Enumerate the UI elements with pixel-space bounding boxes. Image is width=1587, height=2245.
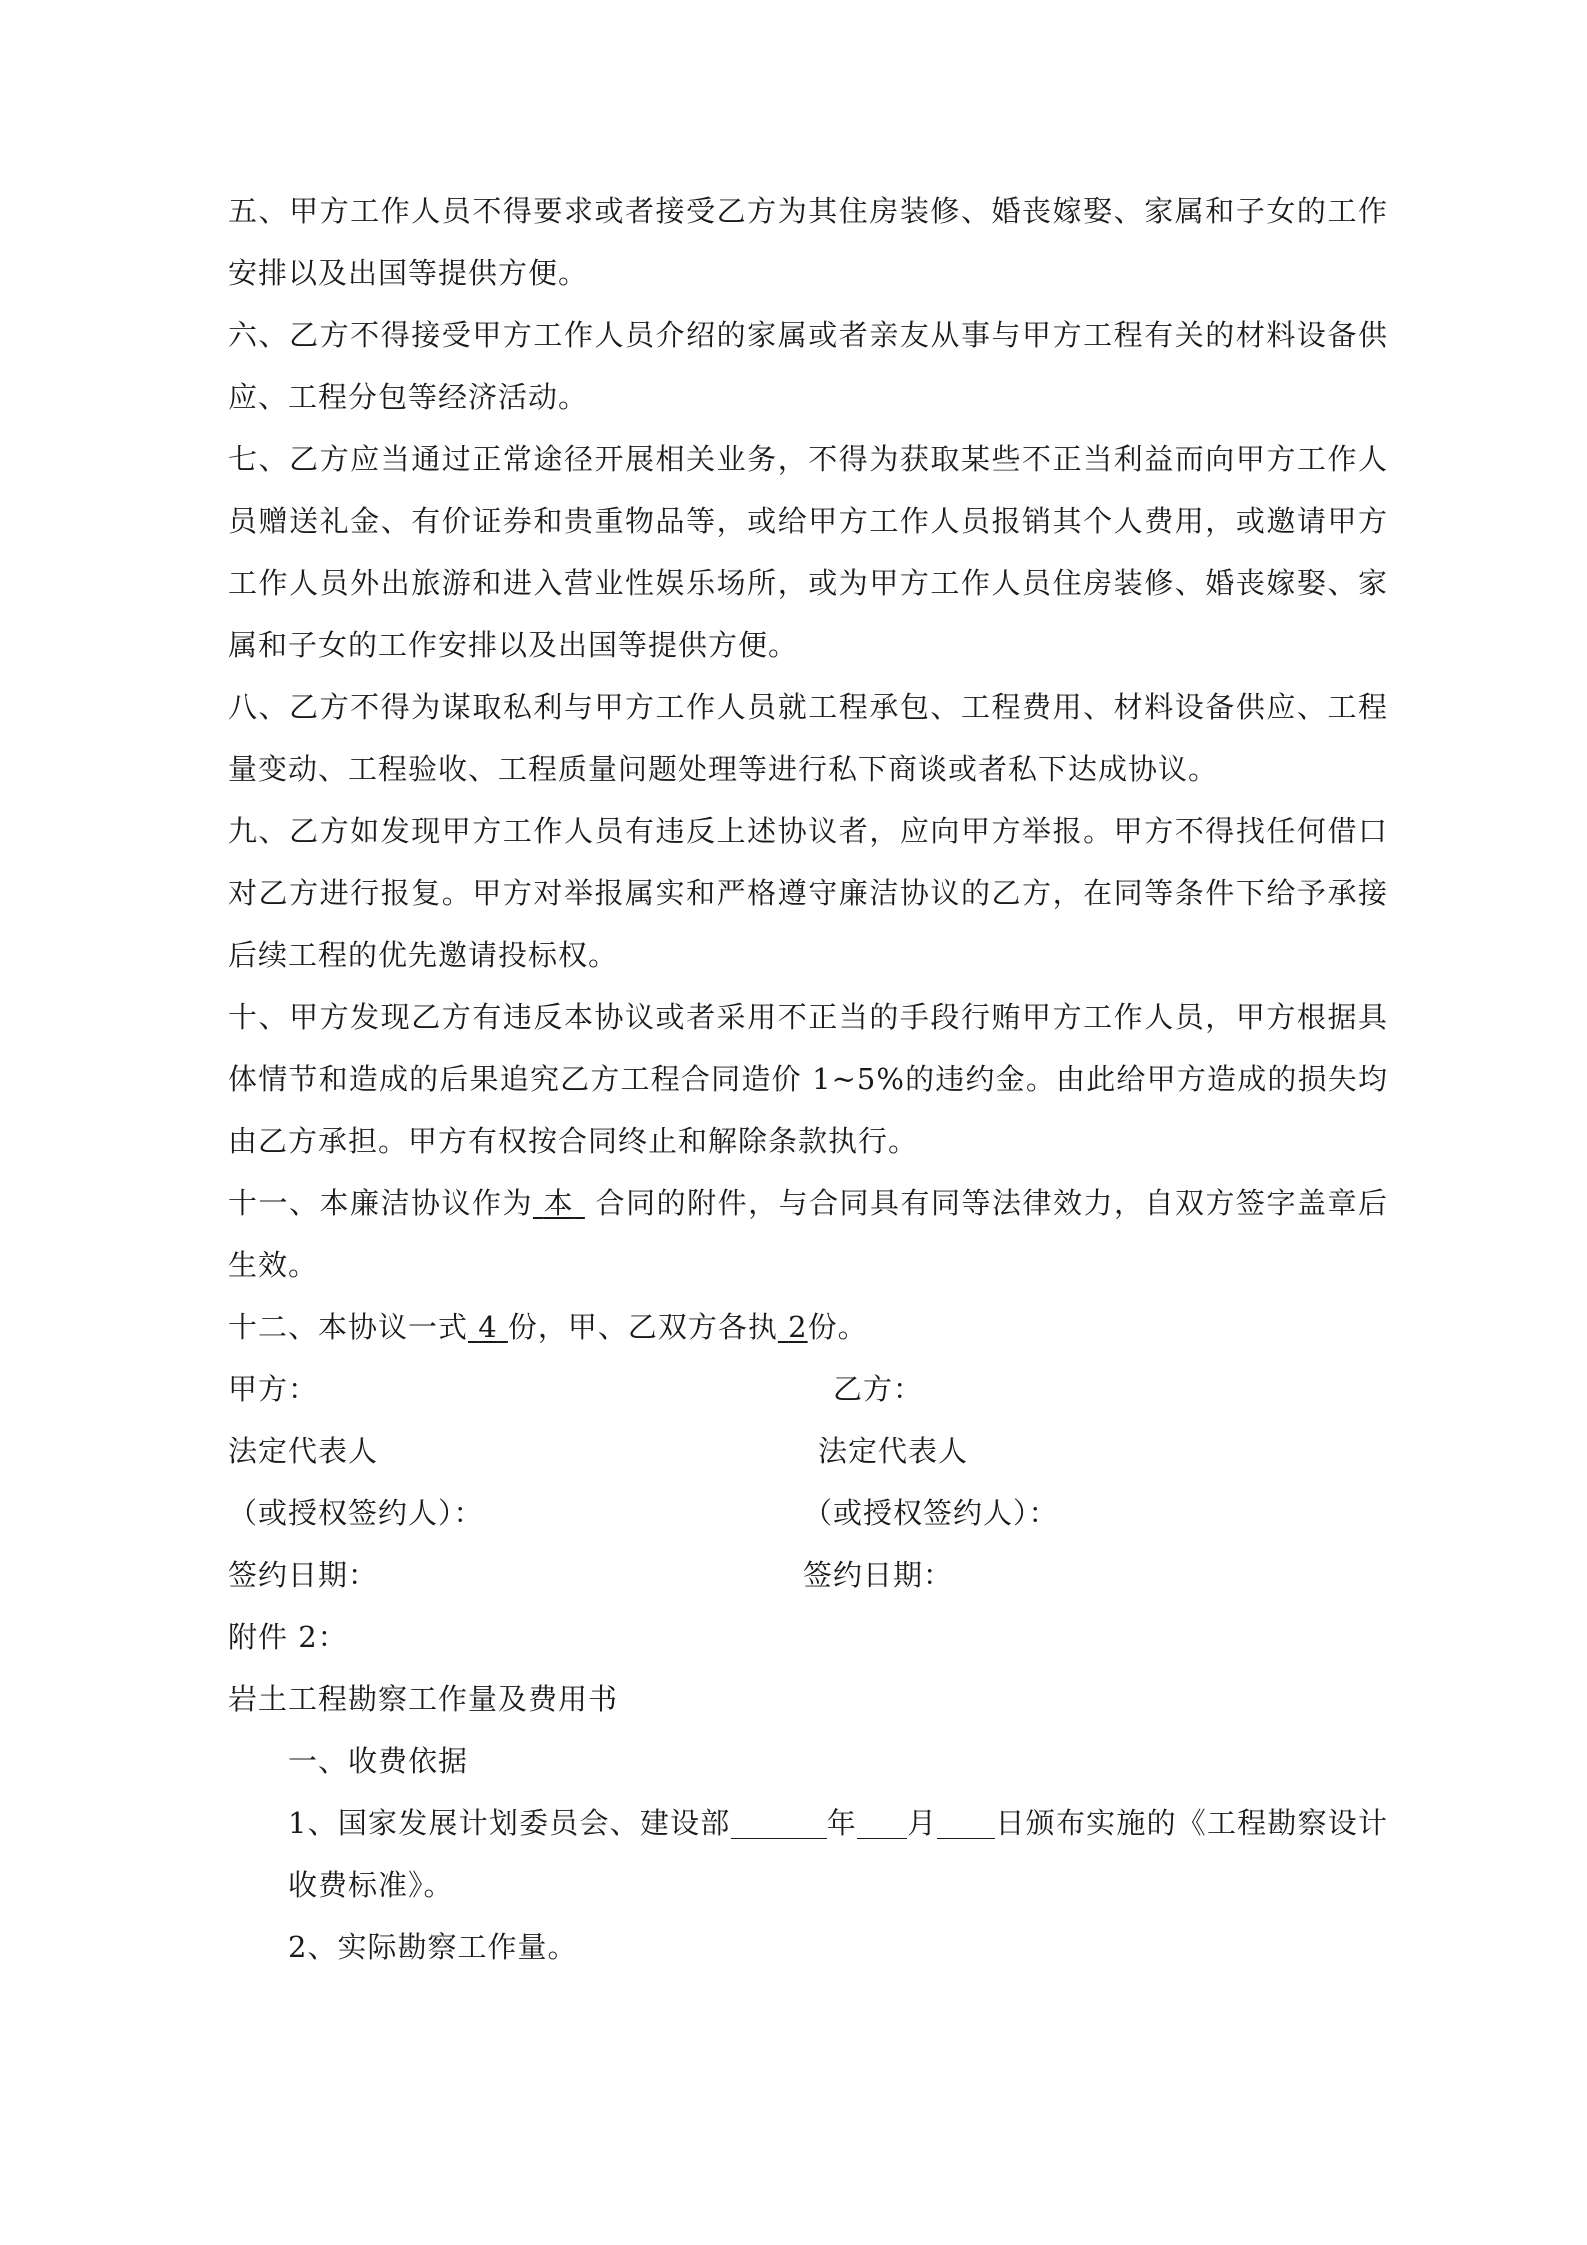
signature-rep-row bbox=[228, 1420, 1388, 1482]
day-blank bbox=[937, 1808, 995, 1839]
clause-12-copies-field: 4 bbox=[478, 1310, 498, 1344]
party-a-label: 甲方： bbox=[228, 1372, 319, 1406]
appendix-section-1: 一、收费依据 bbox=[288, 1744, 469, 1778]
year-blank bbox=[731, 1808, 827, 1839]
rep-a-label: 法定代表人 bbox=[228, 1434, 379, 1468]
clause-11-prefix: 十一、本廉洁协议作为 bbox=[228, 1186, 533, 1220]
clause-12-each-field: 2 bbox=[788, 1310, 808, 1344]
clause-10: 十、甲方发现乙方有违反本协议或者采用不正当的手段行贿甲方工作人员，甲方根据具体情节和造成的后果追究乙方工程合同造价 1~5%的违约金。由此给甲方造成的损失均由乙方承担。甲方有权按合同终止和解除条款执行。 bbox=[228, 1000, 1388, 1158]
clause-7: 七、乙方应当通过正常途径开展相关业务，不得为获取某些不正当利益而向甲方工作人员赠送礼金、有价证券和贵重物品等，或给甲方工作人员报销其个人费用，或邀请甲方工作人员外出旅游和进入营业性娱乐场所，或为甲方工作人员住房装修、婚丧嫁娶、家属和子女的工作安排以及出国等提供方便。 bbox=[228, 442, 1388, 662]
appendix-item-2: 2、实际勘察工作量。 bbox=[288, 1930, 578, 1964]
clause-11-suffix: 合同的附件，与合同具有同等法律效力，自双方签字盖章后生效。 bbox=[228, 1186, 1388, 1282]
date-b-label: 签约日期： bbox=[803, 1558, 954, 1592]
signature-auth-row bbox=[228, 1482, 1388, 1544]
month-blank bbox=[857, 1808, 907, 1839]
signature-party-row bbox=[228, 1358, 1388, 1420]
appendix-item-1 bbox=[228, 1792, 1388, 1916]
date-a-label: 签约日期： bbox=[228, 1558, 379, 1592]
clause-11 bbox=[228, 1172, 1388, 1296]
item-1-suffix: 日颁布实施的《工程勘察设计收费标准》。 bbox=[288, 1806, 1388, 1902]
clause-12-prefix: 十二、本协议一式 bbox=[228, 1310, 469, 1344]
signature-date-row bbox=[228, 1544, 1388, 1606]
party-b-label: 乙方： bbox=[833, 1372, 924, 1406]
auth-b-label: （或授权签约人）： bbox=[803, 1496, 1059, 1530]
item-1-prefix: 1、国家发展计划委员会、建设部 bbox=[288, 1806, 731, 1840]
rep-b-label: 法定代表人 bbox=[818, 1434, 969, 1468]
auth-a-label: （或授权签约人）： bbox=[228, 1496, 484, 1530]
clause-5: 五、甲方工作人员不得要求或者接受乙方为其住房装修、婚丧嫁娶、家属和子女的工作安排以及出国等提供方便。 bbox=[228, 194, 1388, 290]
clause-6: 六、乙方不得接受甲方工作人员介绍的家属或者亲友从事与甲方工程有关的材料设备供应、工程分包等经济活动。 bbox=[228, 318, 1388, 414]
clause-8: 八、乙方不得为谋取私利与甲方工作人员就工程承包、工程费用、材料设备供应、工程量变动、工程验收、工程质量问题处理等进行私下商谈或者私下达成协议。 bbox=[228, 690, 1388, 786]
clause-12-mid: 份，甲、乙双方各执 bbox=[507, 1310, 778, 1344]
appendix-label: 附件 2： bbox=[228, 1620, 348, 1654]
appendix-title: 岩土工程勘察工作量及费用书 bbox=[228, 1682, 619, 1716]
clause-12 bbox=[228, 1296, 1388, 1358]
item-1-month: 月 bbox=[906, 1806, 938, 1840]
document-body bbox=[228, 180, 1388, 1978]
clause-9: 九、乙方如发现甲方工作人员有违反上述协议者，应向甲方举报。甲方不得找任何借口对乙方进行报复。甲方对举报属实和严格遵守廉洁协议的乙方，在同等条件下给予承接后续工程的优先邀请投标权。 bbox=[228, 814, 1388, 972]
clause-11-contract-field: 本 bbox=[543, 1186, 575, 1220]
clause-12-suffix: 份。 bbox=[807, 1310, 868, 1344]
item-1-year: 年 bbox=[826, 1806, 857, 1840]
